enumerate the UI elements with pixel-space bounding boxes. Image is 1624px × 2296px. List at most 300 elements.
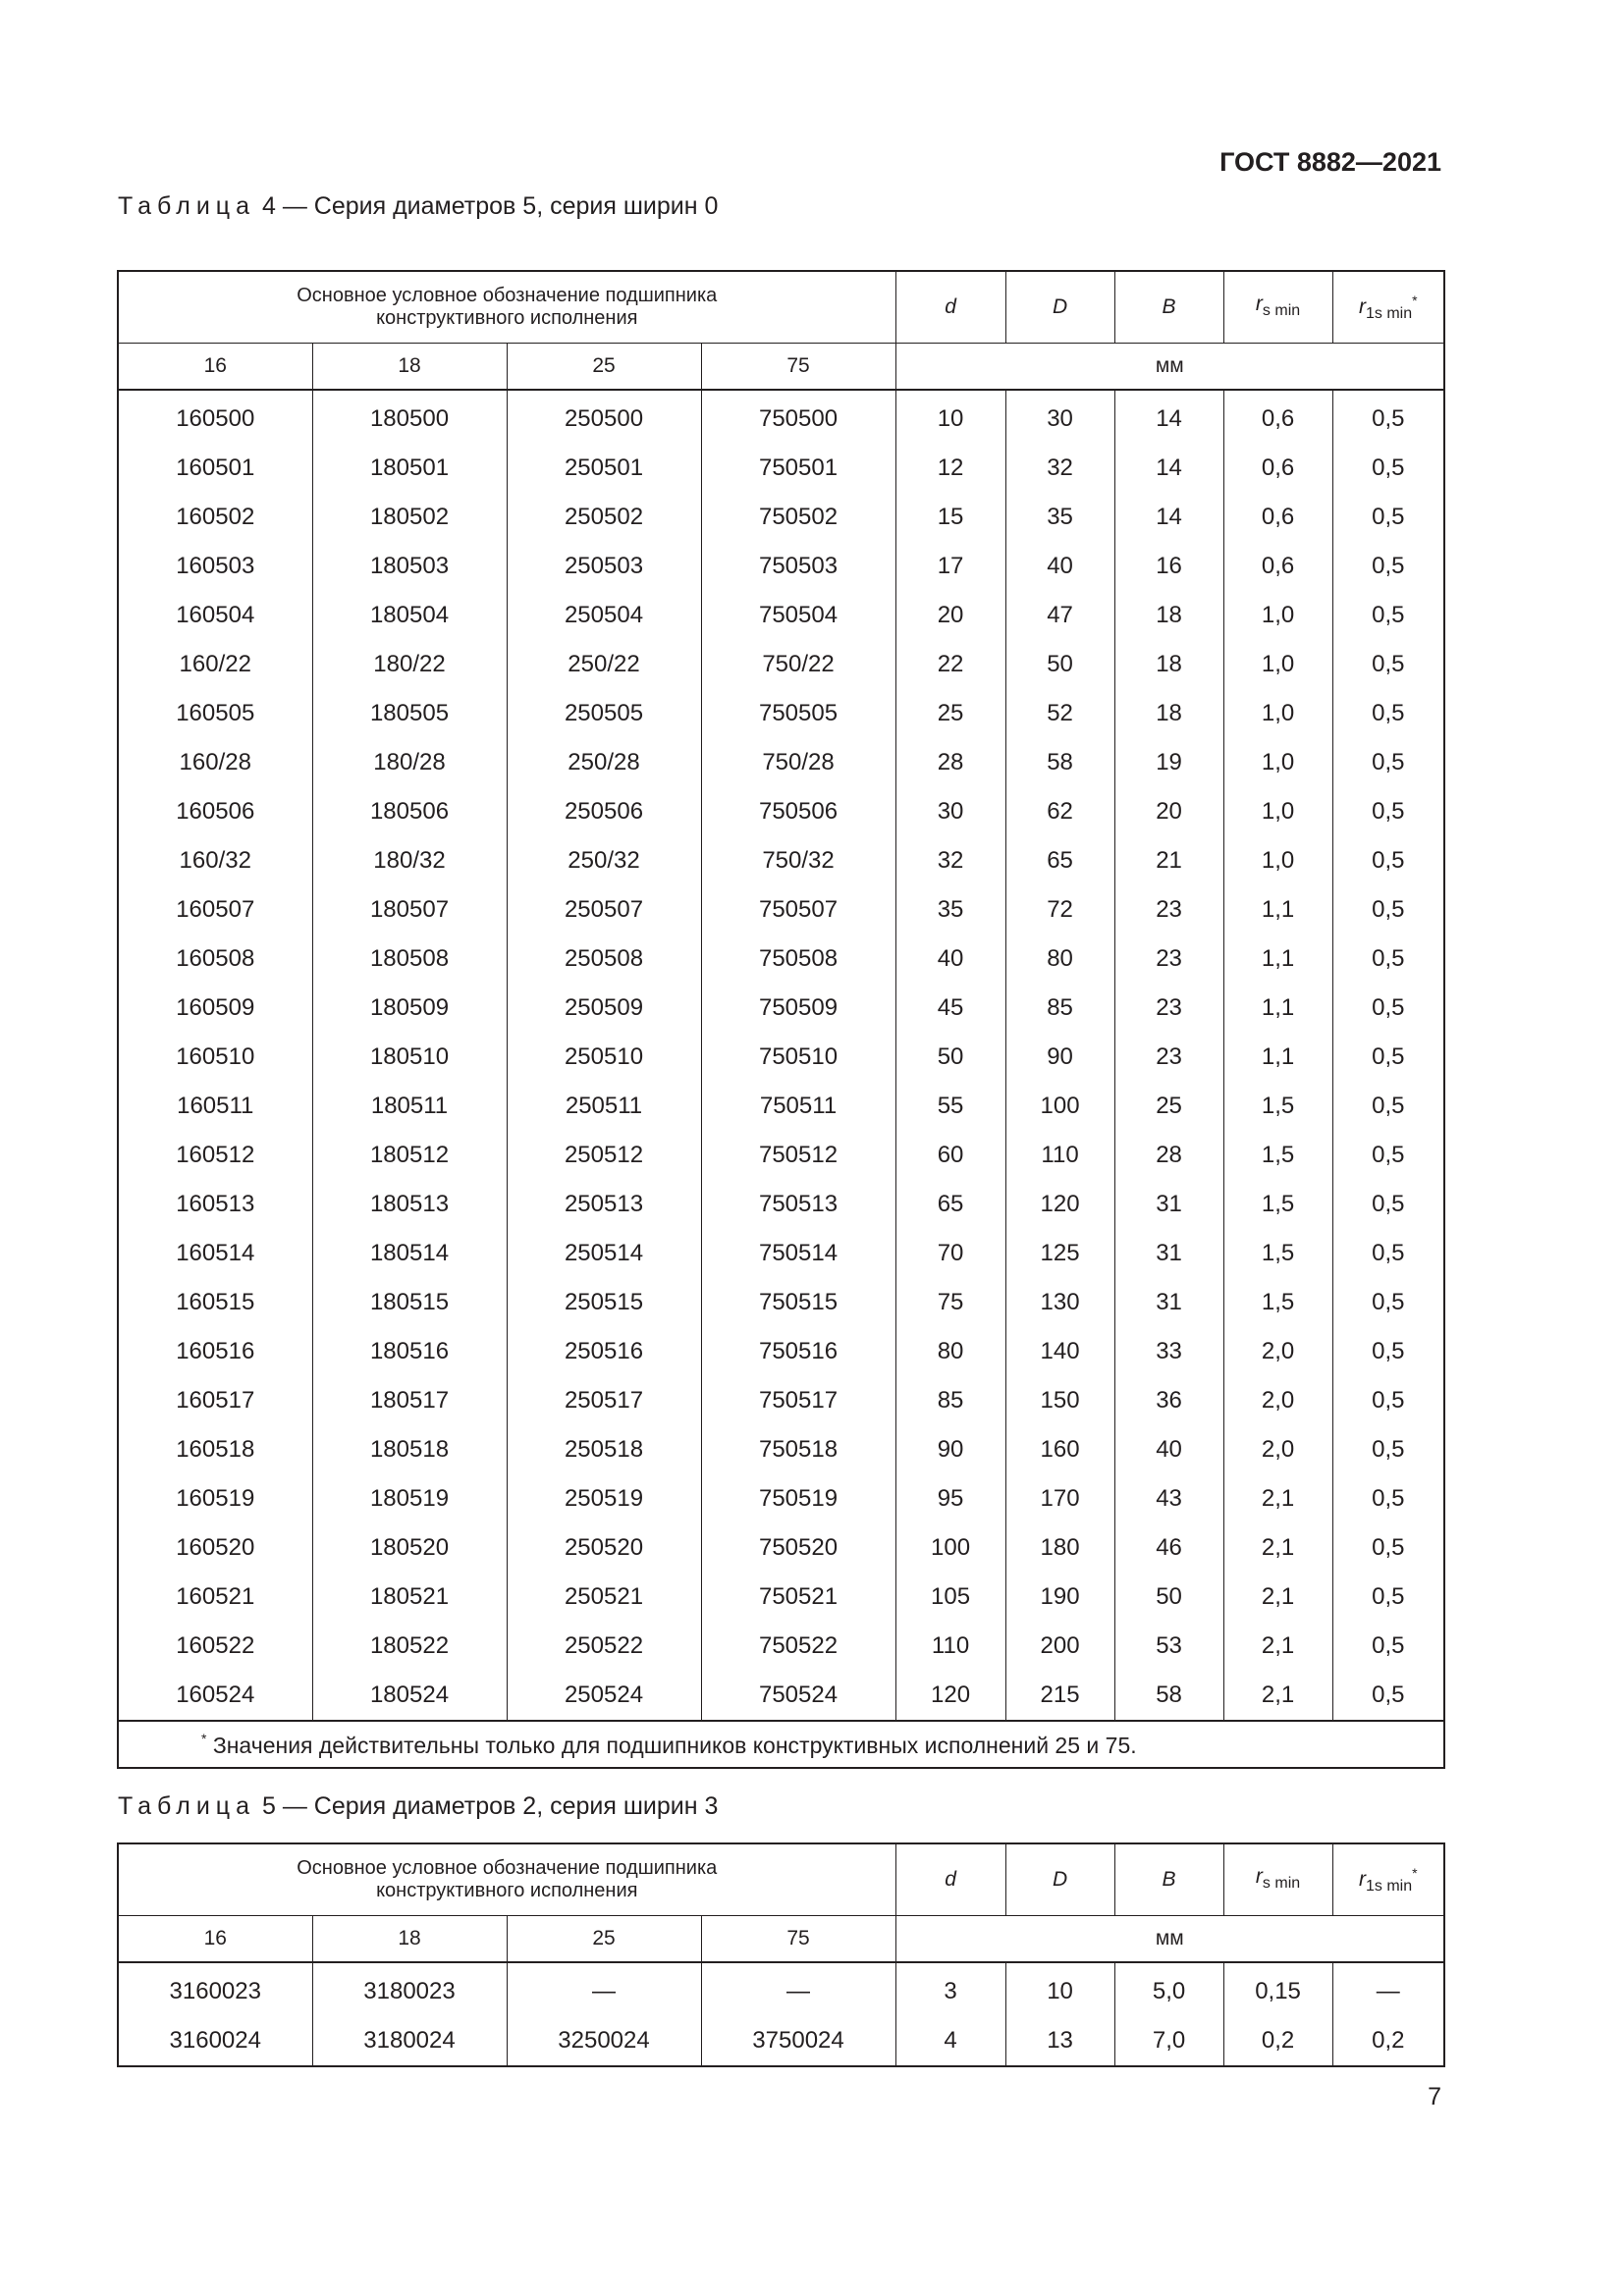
table5-caption [118, 1792, 718, 1821]
table-cell: 14 [1114, 390, 1223, 444]
table-cell: 180510 [312, 1033, 507, 1082]
table-cell: 50 [1114, 1573, 1223, 1622]
table-cell: 250515 [507, 1278, 701, 1327]
table-cell: 2,1 [1223, 1474, 1332, 1523]
table-cell: 0,5 [1332, 836, 1444, 885]
table-cell: 65 [895, 1180, 1005, 1229]
table-cell: 31 [1114, 1278, 1223, 1327]
table-cell: 0,5 [1332, 444, 1444, 493]
table-cell: 3180024 [312, 2016, 507, 2066]
table5-col-rs-min [1223, 1843, 1332, 1916]
page-number: 7 [1428, 2083, 1441, 2110]
table-cell: 0,5 [1332, 1573, 1444, 1622]
table-cell: 250509 [507, 984, 701, 1033]
table-cell: 0,5 [1332, 689, 1444, 738]
table-cell: 750524 [701, 1671, 895, 1721]
table-cell: 160511 [118, 1082, 312, 1131]
table-row [118, 1671, 1444, 1721]
table-cell: 0,5 [1332, 1523, 1444, 1573]
table-cell: 23 [1114, 1033, 1223, 1082]
table-cell: 750506 [701, 787, 895, 836]
table-row [118, 1573, 1444, 1622]
table-cell: 250504 [507, 591, 701, 640]
table-cell: 160509 [118, 984, 312, 1033]
table-cell: 0,2 [1223, 2016, 1332, 2066]
table5-col-r1s-min [1332, 1843, 1444, 1916]
table-cell: 250503 [507, 542, 701, 591]
table-cell: 160514 [118, 1229, 312, 1278]
table-cell: 36 [1114, 1376, 1223, 1425]
table-cell: 160521 [118, 1573, 312, 1622]
table-cell: 160513 [118, 1180, 312, 1229]
table-cell: 5,0 [1114, 1962, 1223, 2016]
table-cell: 250502 [507, 493, 701, 542]
table-cell: 0,5 [1332, 1425, 1444, 1474]
table5-col-B [1114, 1843, 1223, 1916]
table-cell: 750/22 [701, 640, 895, 689]
table4-col-r1s-sub: 1s min [1366, 305, 1413, 322]
table-cell: 750513 [701, 1180, 895, 1229]
table-row [118, 1082, 1444, 1131]
table-cell: 180509 [312, 984, 507, 1033]
table-cell: 180520 [312, 1523, 507, 1573]
table5-caption-text: 5 — Серия диаметров 2, серия ширин 3 [255, 1792, 719, 1820]
table4-caption-text: 4 — Серия диаметров 5, серия ширин 0 [255, 192, 719, 220]
table5 [117, 1842, 1445, 2067]
table-cell: 160 [1005, 1425, 1114, 1474]
table-cell: 160517 [118, 1376, 312, 1425]
table-cell: 3160023 [118, 1962, 312, 2016]
table-cell: 80 [895, 1327, 1005, 1376]
table-cell: 180516 [312, 1327, 507, 1376]
table-cell: 180501 [312, 444, 507, 493]
table-cell: 180503 [312, 542, 507, 591]
table-row [118, 1376, 1444, 1425]
table-cell: 3250024 [507, 2016, 701, 2066]
table4-col-d-label: d [945, 295, 956, 318]
table-row [118, 1523, 1444, 1573]
table-cell: 0,5 [1332, 787, 1444, 836]
table-cell: 85 [1005, 984, 1114, 1033]
table-cell: 160505 [118, 689, 312, 738]
table-cell: 45 [895, 984, 1005, 1033]
table-cell: 250/28 [507, 738, 701, 787]
table-cell: 0,5 [1332, 1671, 1444, 1721]
table-cell: 160501 [118, 444, 312, 493]
table-cell: 250524 [507, 1671, 701, 1721]
table-cell: 10 [895, 390, 1005, 444]
table-cell: 0,5 [1332, 1082, 1444, 1131]
table5-unit: мм [895, 1916, 1444, 1963]
table-cell: 750/28 [701, 738, 895, 787]
table-cell: 140 [1005, 1327, 1114, 1376]
table-cell: 23 [1114, 885, 1223, 934]
table-cell: 250507 [507, 885, 701, 934]
table-cell: 3160024 [118, 2016, 312, 2066]
table5-col-rs-sub: s min [1262, 1875, 1301, 1892]
table5-col-r1s-sub: 1s min [1366, 1878, 1413, 1895]
table4-sub-header-18: 18 [312, 344, 507, 391]
table-cell: 250514 [507, 1229, 701, 1278]
table5-col-rs-label: r [1255, 1865, 1263, 1888]
table-cell: 180514 [312, 1229, 507, 1278]
table-cell: — [701, 1962, 895, 2016]
table-cell: 160504 [118, 591, 312, 640]
table-cell: 0,5 [1332, 1474, 1444, 1523]
table-cell: 750503 [701, 542, 895, 591]
table-cell: 2,0 [1223, 1376, 1332, 1425]
table-cell: 160/28 [118, 738, 312, 787]
table-cell: 160507 [118, 885, 312, 934]
table4-sub-header-75: 75 [701, 344, 895, 391]
table-cell: 250521 [507, 1573, 701, 1622]
table-cell: 3180023 [312, 1962, 507, 2016]
table-cell: 750509 [701, 984, 895, 1033]
table-row [118, 984, 1444, 1033]
table-cell: 23 [1114, 984, 1223, 1033]
table-cell: 62 [1005, 787, 1114, 836]
table-cell: 160524 [118, 1671, 312, 1721]
table-cell: 46 [1114, 1523, 1223, 1573]
table-cell: 1,0 [1223, 640, 1332, 689]
table-cell: 250510 [507, 1033, 701, 1082]
table-cell: 750501 [701, 444, 895, 493]
table-cell: 750515 [701, 1278, 895, 1327]
table-cell: 2,1 [1223, 1671, 1332, 1721]
table-cell: 250519 [507, 1474, 701, 1523]
table-cell: 1,1 [1223, 1033, 1332, 1082]
table-cell: 250512 [507, 1131, 701, 1180]
table4-footnote-text: Значения действительны только для подшипников конструктивных исполнений 25 и 75. [206, 1732, 1137, 1758]
table-cell: 160520 [118, 1523, 312, 1573]
table-cell: 90 [895, 1425, 1005, 1474]
table-cell: 0,5 [1332, 984, 1444, 1033]
table-cell: 120 [895, 1671, 1005, 1721]
table-row [118, 787, 1444, 836]
table-row [118, 1033, 1444, 1082]
table-row [118, 591, 1444, 640]
table-cell: 215 [1005, 1671, 1114, 1721]
table-cell: 0,5 [1332, 1180, 1444, 1229]
table-row [118, 390, 1444, 444]
table-cell: 160515 [118, 1278, 312, 1327]
table-cell: 3750024 [701, 2016, 895, 2066]
table-cell: 750517 [701, 1376, 895, 1425]
table-cell: 180506 [312, 787, 507, 836]
table-cell: 10 [1005, 1962, 1114, 2016]
table-cell: 14 [1114, 444, 1223, 493]
table-cell: 250/32 [507, 836, 701, 885]
table-cell: 0,5 [1332, 885, 1444, 934]
table-cell: 750507 [701, 885, 895, 934]
table-cell: 120 [1005, 1180, 1114, 1229]
table-cell: 250511 [507, 1082, 701, 1131]
table4-col-r1s-min [1332, 271, 1444, 344]
table-cell: 2,1 [1223, 1573, 1332, 1622]
table-row [118, 689, 1444, 738]
table-cell: 160508 [118, 934, 312, 984]
table-cell: 13 [1005, 2016, 1114, 2066]
table-cell: 750511 [701, 1082, 895, 1131]
table-cell: 60 [895, 1131, 1005, 1180]
table5-col-r1s-label: r [1359, 1868, 1366, 1891]
table-cell: 0,5 [1332, 1376, 1444, 1425]
table-cell: 110 [895, 1622, 1005, 1671]
table-cell: 32 [895, 836, 1005, 885]
table-row [118, 1229, 1444, 1278]
table5-col-B-label: B [1162, 1868, 1176, 1891]
table-cell: 250518 [507, 1425, 701, 1474]
table-cell: 180517 [312, 1376, 507, 1425]
table-cell: 250508 [507, 934, 701, 984]
table4-col-rs-label: r [1255, 293, 1263, 315]
table-cell: 0,5 [1332, 1327, 1444, 1376]
table-cell: 0,5 [1332, 1229, 1444, 1278]
table4-col-d [895, 271, 1005, 344]
table-cell: 30 [895, 787, 1005, 836]
table-row [118, 1327, 1444, 1376]
table-cell: 250520 [507, 1523, 701, 1573]
table-cell: 25 [1114, 1082, 1223, 1131]
table-cell: 0,2 [1332, 2016, 1444, 2066]
table-cell: 0,5 [1332, 934, 1444, 984]
table-cell: 33 [1114, 1327, 1223, 1376]
table-cell: 0,6 [1223, 390, 1332, 444]
table-cell: 250506 [507, 787, 701, 836]
table-cell: 1,0 [1223, 689, 1332, 738]
table-cell: 160510 [118, 1033, 312, 1082]
table-cell: 58 [1114, 1671, 1223, 1721]
table-cell: 0,6 [1223, 444, 1332, 493]
table-cell: 160502 [118, 493, 312, 542]
table-cell: 180 [1005, 1523, 1114, 1573]
table-cell: 1,1 [1223, 885, 1332, 934]
table4-col-rs-sub: s min [1262, 302, 1301, 319]
table4-sub-header-25: 25 [507, 344, 701, 391]
table-cell: 180504 [312, 591, 507, 640]
table-cell: 20 [1114, 787, 1223, 836]
table-cell: 47 [1005, 591, 1114, 640]
table-cell: 18 [1114, 591, 1223, 640]
table-cell: 16 [1114, 542, 1223, 591]
table-cell: 0,15 [1223, 1962, 1332, 2016]
table-cell: 50 [1005, 640, 1114, 689]
table-cell: 250517 [507, 1376, 701, 1425]
table-cell: 3 [895, 1962, 1005, 2016]
table-cell: 1,1 [1223, 984, 1332, 1033]
table5-col-r1s-mark: * [1412, 1865, 1418, 1881]
table-cell: 0,5 [1332, 542, 1444, 591]
table-cell: 1,0 [1223, 787, 1332, 836]
table-cell: — [1332, 1962, 1444, 2016]
table-row [118, 1278, 1444, 1327]
table-row [118, 1425, 1444, 1474]
table-cell: — [507, 1962, 701, 2016]
table-cell: 105 [895, 1573, 1005, 1622]
table5-sub-header-75: 75 [701, 1916, 895, 1963]
table-cell: 31 [1114, 1229, 1223, 1278]
table-cell: 20 [895, 591, 1005, 640]
table5-col-D-label: D [1052, 1868, 1068, 1891]
table-cell: 35 [1005, 493, 1114, 542]
table4-group-header-line2: конструктивного исполнения [376, 307, 638, 329]
table-cell: 75 [895, 1278, 1005, 1327]
table-cell: 160519 [118, 1474, 312, 1523]
table5-col-d-label: d [945, 1868, 956, 1891]
table-cell: 0,5 [1332, 591, 1444, 640]
table-cell: 1,0 [1223, 836, 1332, 885]
table-cell: 23 [1114, 934, 1223, 984]
table-cell: 1,5 [1223, 1082, 1332, 1131]
table-cell: 32 [1005, 444, 1114, 493]
table-cell: 53 [1114, 1622, 1223, 1671]
table-cell: 160506 [118, 787, 312, 836]
table-cell: 750520 [701, 1523, 895, 1573]
table-cell: 55 [895, 1082, 1005, 1131]
table-row [118, 1622, 1444, 1671]
table-cell: 30 [1005, 390, 1114, 444]
table-cell: 0,5 [1332, 738, 1444, 787]
table-cell: 180512 [312, 1131, 507, 1180]
table-row [118, 1474, 1444, 1523]
table-row [118, 1962, 1444, 2016]
table-cell: 95 [895, 1474, 1005, 1523]
table4-caption-label: Таблица [118, 192, 256, 220]
table-cell: 750514 [701, 1229, 895, 1278]
table-cell: 170 [1005, 1474, 1114, 1523]
table-cell: 90 [1005, 1033, 1114, 1082]
table-cell: 1,0 [1223, 738, 1332, 787]
table-cell: 0,6 [1223, 542, 1332, 591]
table-cell: 1,5 [1223, 1278, 1332, 1327]
table-cell: 2,1 [1223, 1622, 1332, 1671]
table-cell: 250/22 [507, 640, 701, 689]
table4-col-D [1005, 271, 1114, 344]
table4-footnote [118, 1721, 1444, 1768]
table4-col-B-label: B [1162, 295, 1176, 318]
table-cell: 750508 [701, 934, 895, 984]
table-row [118, 444, 1444, 493]
table5-group-header [118, 1843, 895, 1916]
table-cell: 180522 [312, 1622, 507, 1671]
table-cell: 0,5 [1332, 493, 1444, 542]
table-cell: 180505 [312, 689, 507, 738]
table-cell: 0,5 [1332, 1033, 1444, 1082]
table-cell: 250501 [507, 444, 701, 493]
table-cell: 200 [1005, 1622, 1114, 1671]
table-cell: 14 [1114, 493, 1223, 542]
table4-caption [118, 192, 718, 221]
table-cell: 50 [895, 1033, 1005, 1082]
table-row [118, 836, 1444, 885]
table-cell: 1,5 [1223, 1229, 1332, 1278]
table-cell: 180/22 [312, 640, 507, 689]
table-cell: 85 [895, 1376, 1005, 1425]
table-row [118, 738, 1444, 787]
table-cell: 250516 [507, 1327, 701, 1376]
table-cell: 22 [895, 640, 1005, 689]
table-cell: 180515 [312, 1278, 507, 1327]
table-cell: 180518 [312, 1425, 507, 1474]
table-cell: 250505 [507, 689, 701, 738]
table-cell: 2,0 [1223, 1425, 1332, 1474]
table-cell: 18 [1114, 640, 1223, 689]
table-cell: 17 [895, 542, 1005, 591]
table-cell: 0,5 [1332, 390, 1444, 444]
table-cell: 180507 [312, 885, 507, 934]
table-cell: 7,0 [1114, 2016, 1223, 2066]
table-cell: 160503 [118, 542, 312, 591]
table-cell: 750502 [701, 493, 895, 542]
table4-col-r1s-mark: * [1412, 293, 1418, 308]
table-row [118, 542, 1444, 591]
table-cell: 0,6 [1223, 493, 1332, 542]
table-cell: 160518 [118, 1425, 312, 1474]
table-cell: 750504 [701, 591, 895, 640]
table-cell: 180511 [312, 1082, 507, 1131]
table-cell: 160516 [118, 1327, 312, 1376]
table5-sub-header-16: 16 [118, 1916, 312, 1963]
table5-group-header-line2: конструктивного исполнения [376, 1880, 638, 1901]
table4-group-header-line1: Основное условное обозначение подшипника [297, 285, 718, 306]
table-cell: 750512 [701, 1131, 895, 1180]
table4-footnote-mark: * [201, 1730, 207, 1746]
table-cell: 130 [1005, 1278, 1114, 1327]
table-cell: 750510 [701, 1033, 895, 1082]
table-row [118, 1180, 1444, 1229]
table5-col-d [895, 1843, 1005, 1916]
table5-sub-header-18: 18 [312, 1916, 507, 1963]
table-cell: 40 [895, 934, 1005, 984]
table-cell: 750505 [701, 689, 895, 738]
table-cell: 160512 [118, 1131, 312, 1180]
table-cell: 180/28 [312, 738, 507, 787]
table-cell: 15 [895, 493, 1005, 542]
table-cell: 125 [1005, 1229, 1114, 1278]
table-row [118, 640, 1444, 689]
table-cell: 750516 [701, 1327, 895, 1376]
table-cell: 110 [1005, 1131, 1114, 1180]
table-cell: 2,1 [1223, 1523, 1332, 1573]
table-cell: 28 [895, 738, 1005, 787]
table4-col-r1s-label: r [1359, 295, 1366, 318]
table-cell: 72 [1005, 885, 1114, 934]
table-cell: 180524 [312, 1671, 507, 1721]
table-cell: 160/22 [118, 640, 312, 689]
table-cell: 180502 [312, 493, 507, 542]
table-cell: 2,0 [1223, 1327, 1332, 1376]
table-cell: 0,5 [1332, 1622, 1444, 1671]
table-cell: 35 [895, 885, 1005, 934]
table-row [118, 493, 1444, 542]
table-cell: 25 [895, 689, 1005, 738]
table5-caption-label: Таблица [118, 1792, 256, 1820]
standard-code: ГОСТ 8882—2021 [1219, 147, 1441, 177]
table-cell: 0,5 [1332, 1131, 1444, 1180]
table-cell: 750518 [701, 1425, 895, 1474]
table-cell: 180508 [312, 934, 507, 984]
table4-col-rs-min [1223, 271, 1332, 344]
table4-unit: мм [895, 344, 1444, 391]
table-cell: 180513 [312, 1180, 507, 1229]
table-cell: 18 [1114, 689, 1223, 738]
table-cell: 52 [1005, 689, 1114, 738]
table-cell: 28 [1114, 1131, 1223, 1180]
table-cell: 40 [1005, 542, 1114, 591]
table-row [118, 934, 1444, 984]
table-cell: 80 [1005, 934, 1114, 984]
table-cell: 750521 [701, 1573, 895, 1622]
